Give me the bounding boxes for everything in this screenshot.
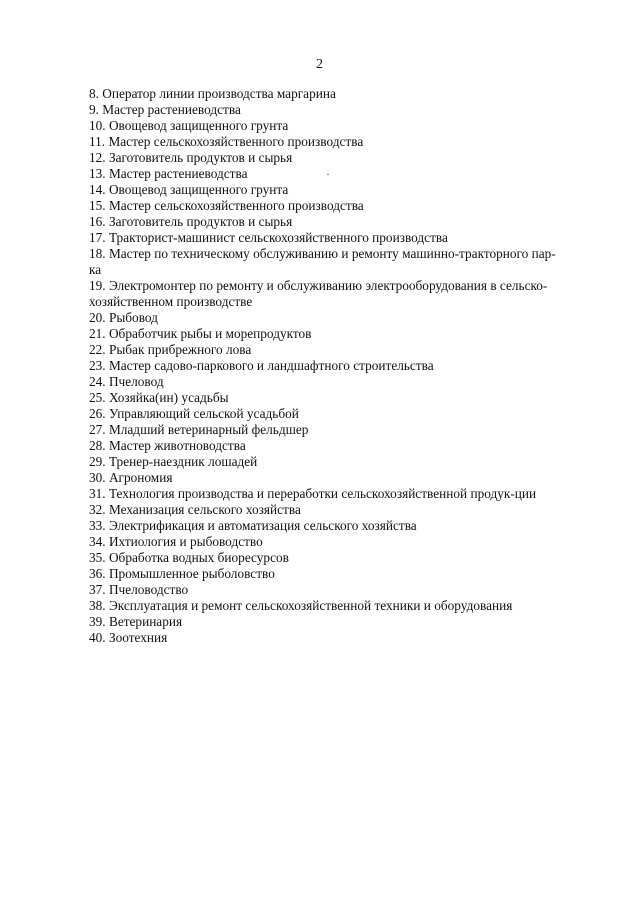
- list-item: 16. Заготовитель продуктов и сырья: [89, 214, 293, 229]
- list-item: 40. Зоотехния: [89, 630, 168, 645]
- list-item: 17. Тракторист-машинист сельскохозяйственного производства: [89, 230, 448, 245]
- list-item: 29. Тренер-наездник лошадей: [89, 454, 258, 469]
- page-number: 2: [316, 57, 323, 72]
- list-item: 25. Хозяйка(ин) усадьбы: [89, 390, 229, 405]
- list-item: 36. Промышленное рыболовство: [89, 566, 275, 581]
- list-item: 19. Электромонтер по ремонту и обслуживанию электрооборудования в сельско- хозяйственном производстве: [89, 278, 548, 309]
- list-item: 38. Эксплуатация и ремонт сельскохозяйственной техники и оборудования: [89, 598, 513, 613]
- list-item: 10. Овощевод защищенного грунта: [89, 118, 289, 133]
- scan-speck: [327, 174, 329, 175]
- list-item: 8. Оператор линии производства маргарина: [89, 86, 336, 101]
- list-item: 12. Заготовитель продуктов и сырья: [89, 150, 293, 165]
- list-item: 39. Ветеринария: [89, 614, 183, 629]
- list-item: 35. Обработка водных биоресурсов: [89, 550, 289, 565]
- list-item: 26. Управляющий сельской усадьбой: [89, 406, 299, 421]
- list-item: 11. Мастер сельскохозяйственного производства: [89, 134, 364, 149]
- list-item: 21. Обработчик рыбы и морепродуктов: [89, 326, 312, 341]
- list-item: 23. Мастер садово-паркового и ландшафтного строительства: [89, 358, 434, 373]
- list-item: 27. Младший ветеринарный фельдшер: [89, 422, 309, 437]
- list-item: 22. Рыбак прибрежного лова: [89, 342, 252, 357]
- list-item: 28. Мастер животноводства: [89, 438, 246, 453]
- list-item: 14. Овощевод защищенного грунта: [89, 182, 289, 197]
- list-item: 18. Мастер по техническому обслуживанию и ремонту машинно-тракторного пар- ка: [89, 246, 556, 277]
- list-item: 24. Пчеловод: [89, 374, 164, 389]
- list-item: 32. Механизация сельского хозяйства: [89, 502, 301, 517]
- list-item: 31. Технология производства и переработки сельскохозяйственной продук-ции: [89, 486, 537, 501]
- list-item: 30. Агрономия: [89, 470, 173, 485]
- profession-list: [89, 86, 589, 646]
- list-item: 15. Мастер сельскохозяйственного производства: [89, 198, 364, 213]
- list-item: 34. Ихтиология и рыбоводство: [89, 534, 263, 549]
- list-item: 37. Пчеловодство: [89, 582, 189, 597]
- list-item: 13. Мастер растениеводства: [89, 166, 248, 181]
- list-item: 20. Рыбовод: [89, 310, 158, 325]
- list-item: 33. Электрификация и автоматизация сельского хозяйства: [89, 518, 417, 533]
- list-item: 9. Мастер растениеводства: [89, 102, 241, 117]
